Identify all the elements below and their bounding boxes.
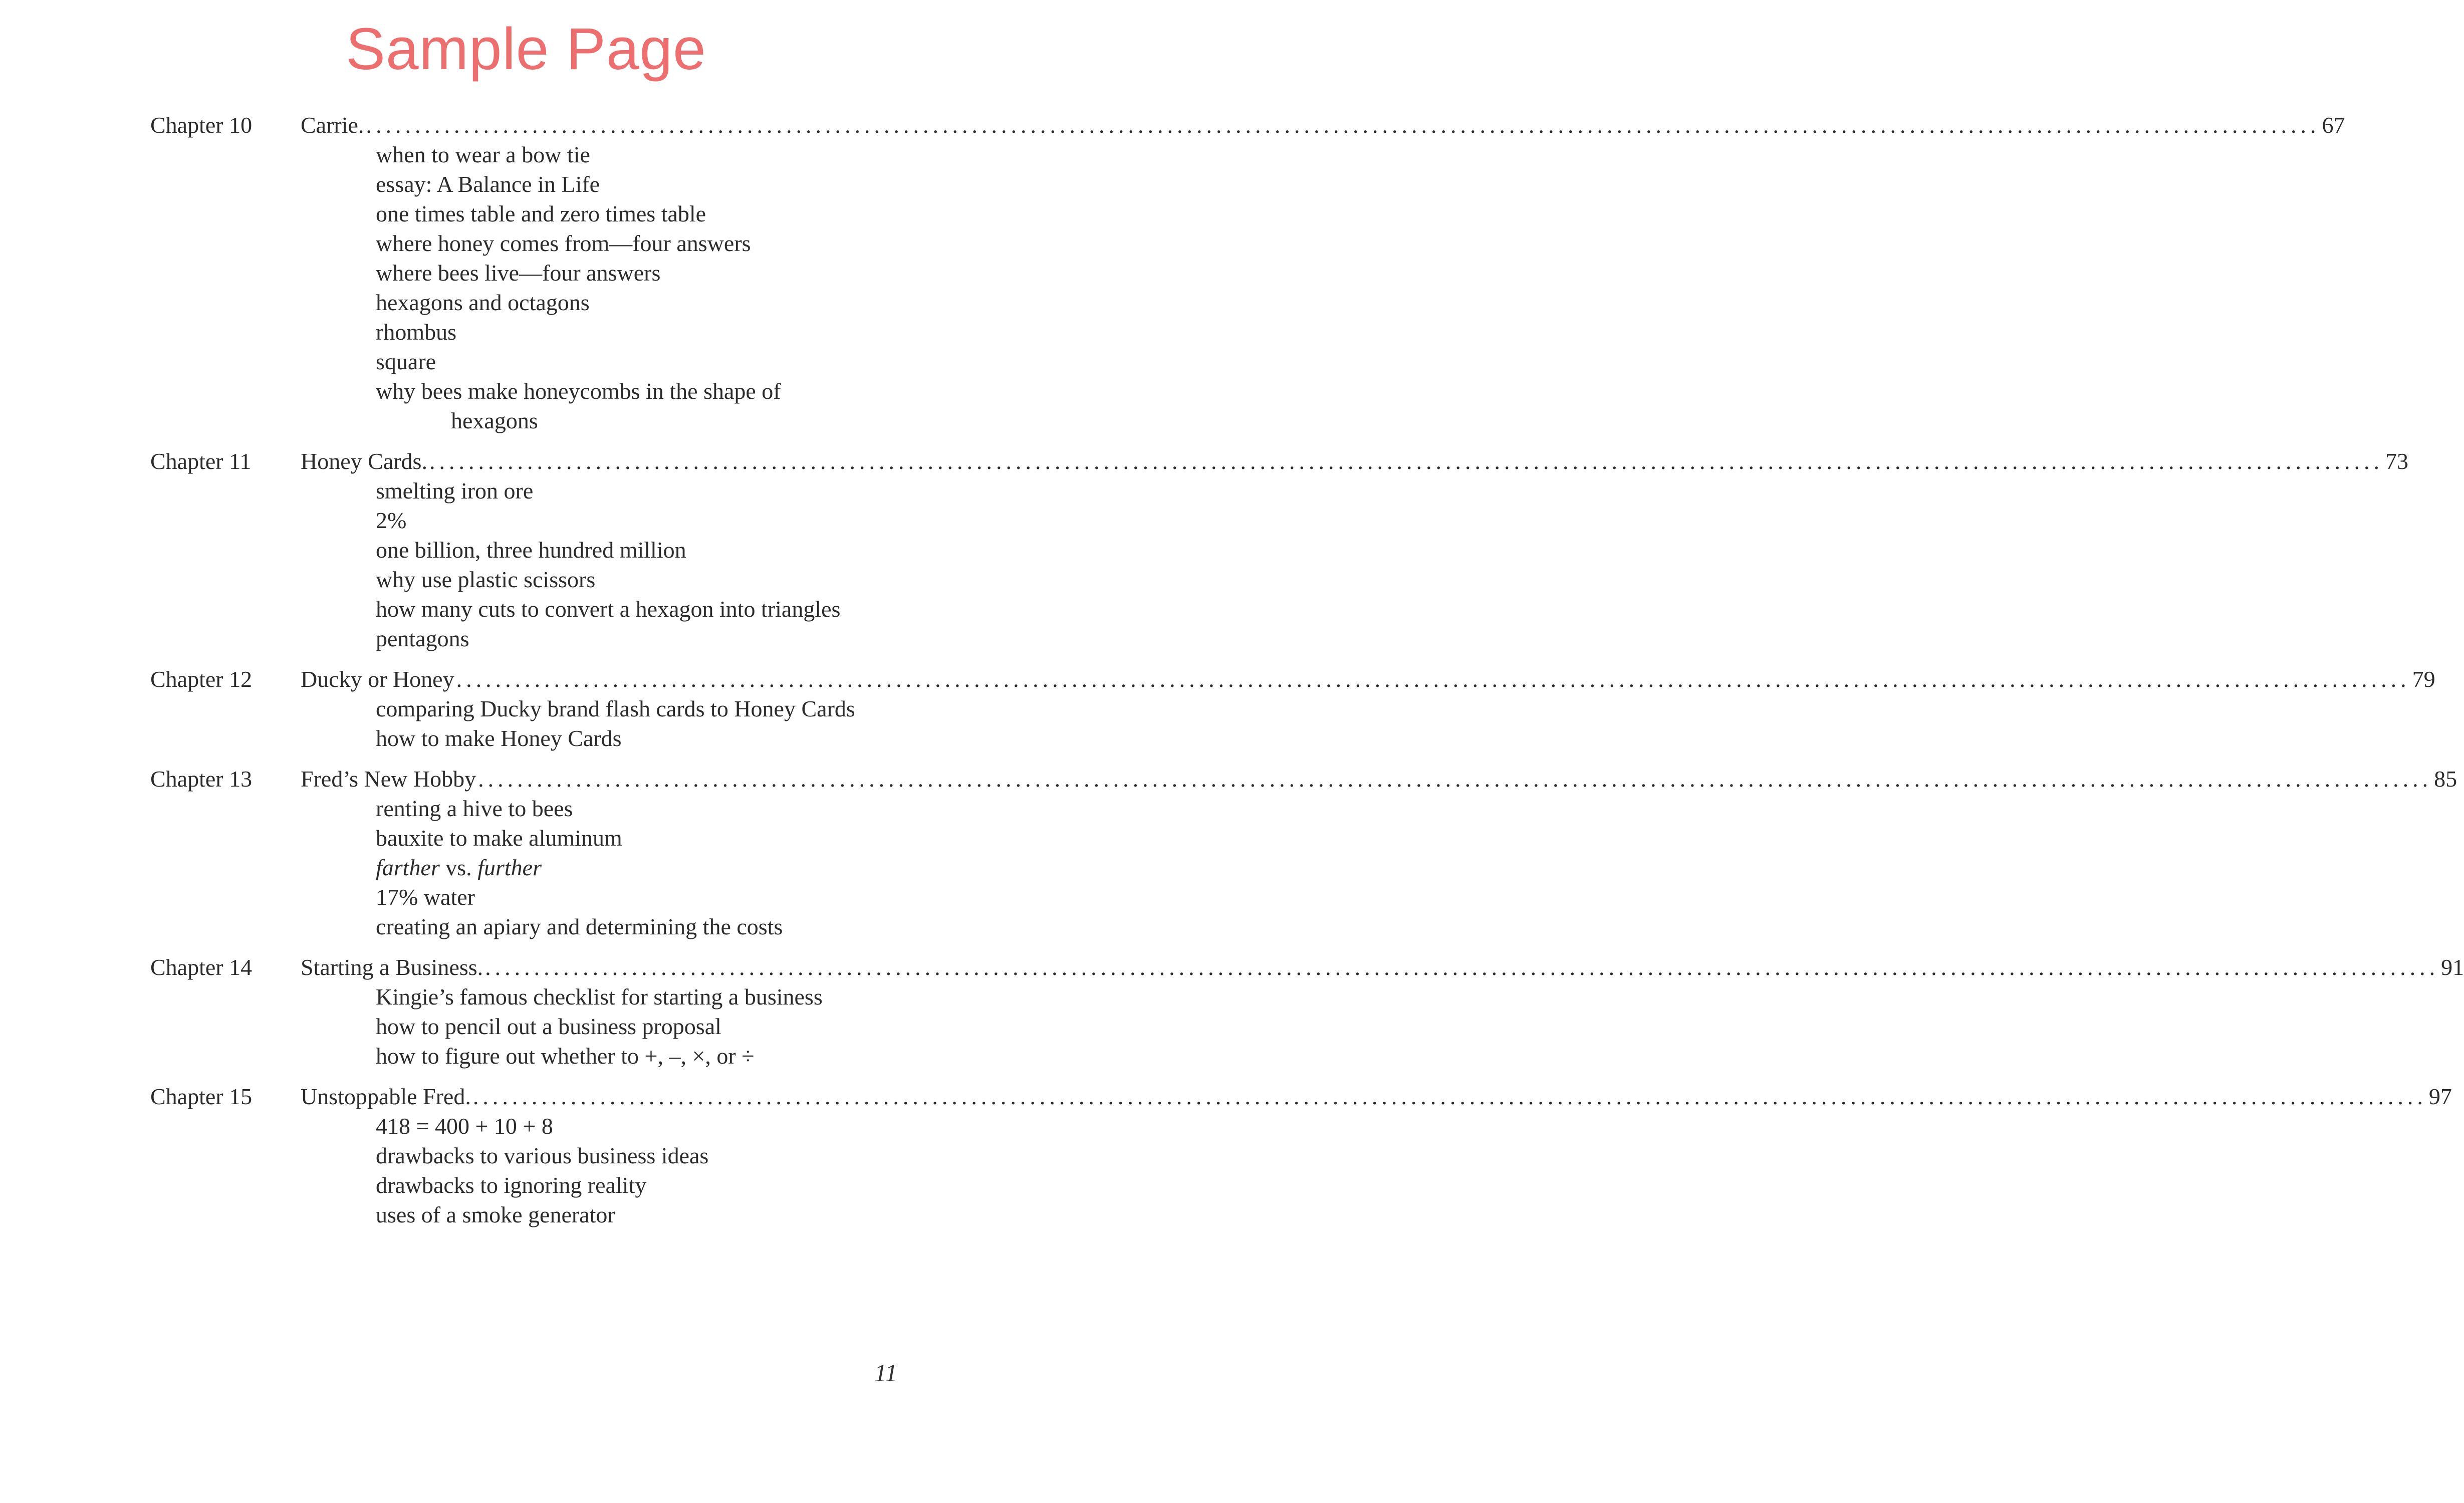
topic-item: square bbox=[376, 349, 436, 374]
topic-item: Kingie’s famous checklist for starting a business bbox=[376, 984, 823, 1010]
topic-item: comparing Ducky brand flash cards to Honey Cards bbox=[376, 696, 855, 721]
chapter-heading bbox=[150, 1082, 2452, 1111]
topic-item: creating an apiary and determining the costs bbox=[376, 914, 783, 939]
toc-chapter-10 bbox=[150, 110, 2345, 435]
dot-leader: ........................................................................................................................................................................................................ bbox=[456, 666, 2410, 692]
dot-leader: ........................................................................................................................................................................................................ bbox=[472, 1084, 2427, 1109]
dot-leader: ........................................................................................................................................................................................................ bbox=[478, 766, 2432, 792]
toc-chapter-12 bbox=[150, 664, 2435, 753]
chapter-heading bbox=[150, 664, 2435, 694]
chapter-title: Carrie. bbox=[301, 112, 364, 138]
topic-item: essay: A Balance in Life bbox=[376, 171, 600, 197]
topic-item: smelting iron ore bbox=[376, 478, 534, 504]
topic-item: where honey comes from—four answers bbox=[376, 230, 751, 256]
sample-page-watermark: Sample Page bbox=[346, 16, 706, 82]
chapter-label: Chapter 15 bbox=[150, 1084, 253, 1109]
topic-item: 418 = 400 + 10 + 8 bbox=[376, 1113, 553, 1139]
page-number: 11 bbox=[874, 1359, 898, 1387]
chapter-heading bbox=[150, 952, 2464, 982]
chapter-page-number: 85 bbox=[2434, 766, 2457, 792]
topic-item: 17% water bbox=[376, 884, 475, 910]
chapter-title: Fred’s New Hobby bbox=[301, 766, 476, 792]
topic-item: renting a hive to bees bbox=[376, 796, 573, 821]
italic-word: further bbox=[477, 855, 542, 880]
dot-leader: ........................................................................................................................................................................................................ bbox=[429, 448, 2383, 474]
chapter-page-number: 79 bbox=[2412, 666, 2435, 692]
chapter-label: Chapter 11 bbox=[150, 448, 252, 474]
chapter-topics bbox=[150, 1111, 902, 1229]
chapter-topics bbox=[150, 982, 902, 1071]
chapter-title: Honey Cards. bbox=[301, 448, 427, 474]
chapter-label: Chapter 14 bbox=[150, 954, 253, 980]
topic-item: rhombus bbox=[376, 319, 456, 345]
toc-chapter-13 bbox=[150, 764, 2457, 941]
table-of-contents bbox=[150, 110, 2464, 1240]
topic-item: drawbacks to ignoring reality bbox=[376, 1172, 647, 1198]
topic-item: how many cuts to convert a hexagon into triangles bbox=[376, 596, 841, 622]
italic-word: farther bbox=[376, 855, 440, 880]
toc-chapter-15 bbox=[150, 1082, 2452, 1229]
dot-leader: ........................................................................................................................................................................................................ bbox=[485, 954, 2439, 980]
topic-item: why use plastic scissors bbox=[376, 567, 596, 592]
topic-item-continuation: hexagons bbox=[451, 408, 538, 433]
chapter-topics bbox=[150, 140, 902, 435]
topic-item: bauxite to make aluminum bbox=[376, 825, 622, 851]
chapter-topics bbox=[150, 794, 902, 941]
chapter-page-number: 91 bbox=[2441, 954, 2464, 980]
topic-item: hexagons and octagons bbox=[376, 290, 590, 315]
toc-chapter-14 bbox=[150, 952, 2464, 1071]
chapter-heading bbox=[150, 764, 2457, 794]
topic-item: where bees live—four answers bbox=[376, 260, 661, 286]
chapter-title: Ducky or Honey bbox=[301, 666, 454, 692]
chapter-title: Starting a Business. bbox=[301, 954, 483, 980]
topic-text: vs. bbox=[439, 855, 478, 880]
chapter-page-number: 73 bbox=[2385, 448, 2408, 474]
chapter-topics bbox=[150, 476, 902, 653]
chapter-topics bbox=[150, 694, 902, 753]
topic-item: uses of a smoke generator bbox=[376, 1202, 615, 1227]
topic-item: how to pencil out a business proposal bbox=[376, 1014, 721, 1039]
topic-item: pentagons bbox=[376, 626, 469, 651]
toc-chapter-11 bbox=[150, 446, 2408, 653]
chapter-heading bbox=[150, 446, 2408, 476]
chapter-label: Chapter 10 bbox=[150, 112, 253, 138]
topic-item: how to make Honey Cards bbox=[376, 725, 622, 751]
topic-item: why bees make honeycombs in the shape of bbox=[376, 378, 781, 404]
topic-item: when to wear a bow tie bbox=[376, 142, 590, 167]
chapter-heading bbox=[150, 110, 2345, 140]
chapter-title: Unstoppable Fred. bbox=[301, 1084, 471, 1109]
topic-item: how to figure out whether to +, –, ×, or ÷ bbox=[376, 1043, 755, 1069]
chapter-label: Chapter 12 bbox=[150, 666, 253, 692]
topic-item: one times table and zero times table bbox=[376, 201, 706, 226]
chapter-page-number: 97 bbox=[2428, 1084, 2452, 1109]
topic-item: 2% bbox=[376, 508, 407, 533]
chapter-page-number: 67 bbox=[2322, 112, 2345, 138]
topic-item bbox=[376, 853, 902, 882]
dot-leader: ........................................................................................................................................................................................................ bbox=[366, 112, 2320, 138]
topic-item: drawbacks to various business ideas bbox=[376, 1143, 709, 1168]
topic-item: one billion, three hundred million bbox=[376, 537, 686, 563]
chapter-label: Chapter 13 bbox=[150, 766, 253, 792]
